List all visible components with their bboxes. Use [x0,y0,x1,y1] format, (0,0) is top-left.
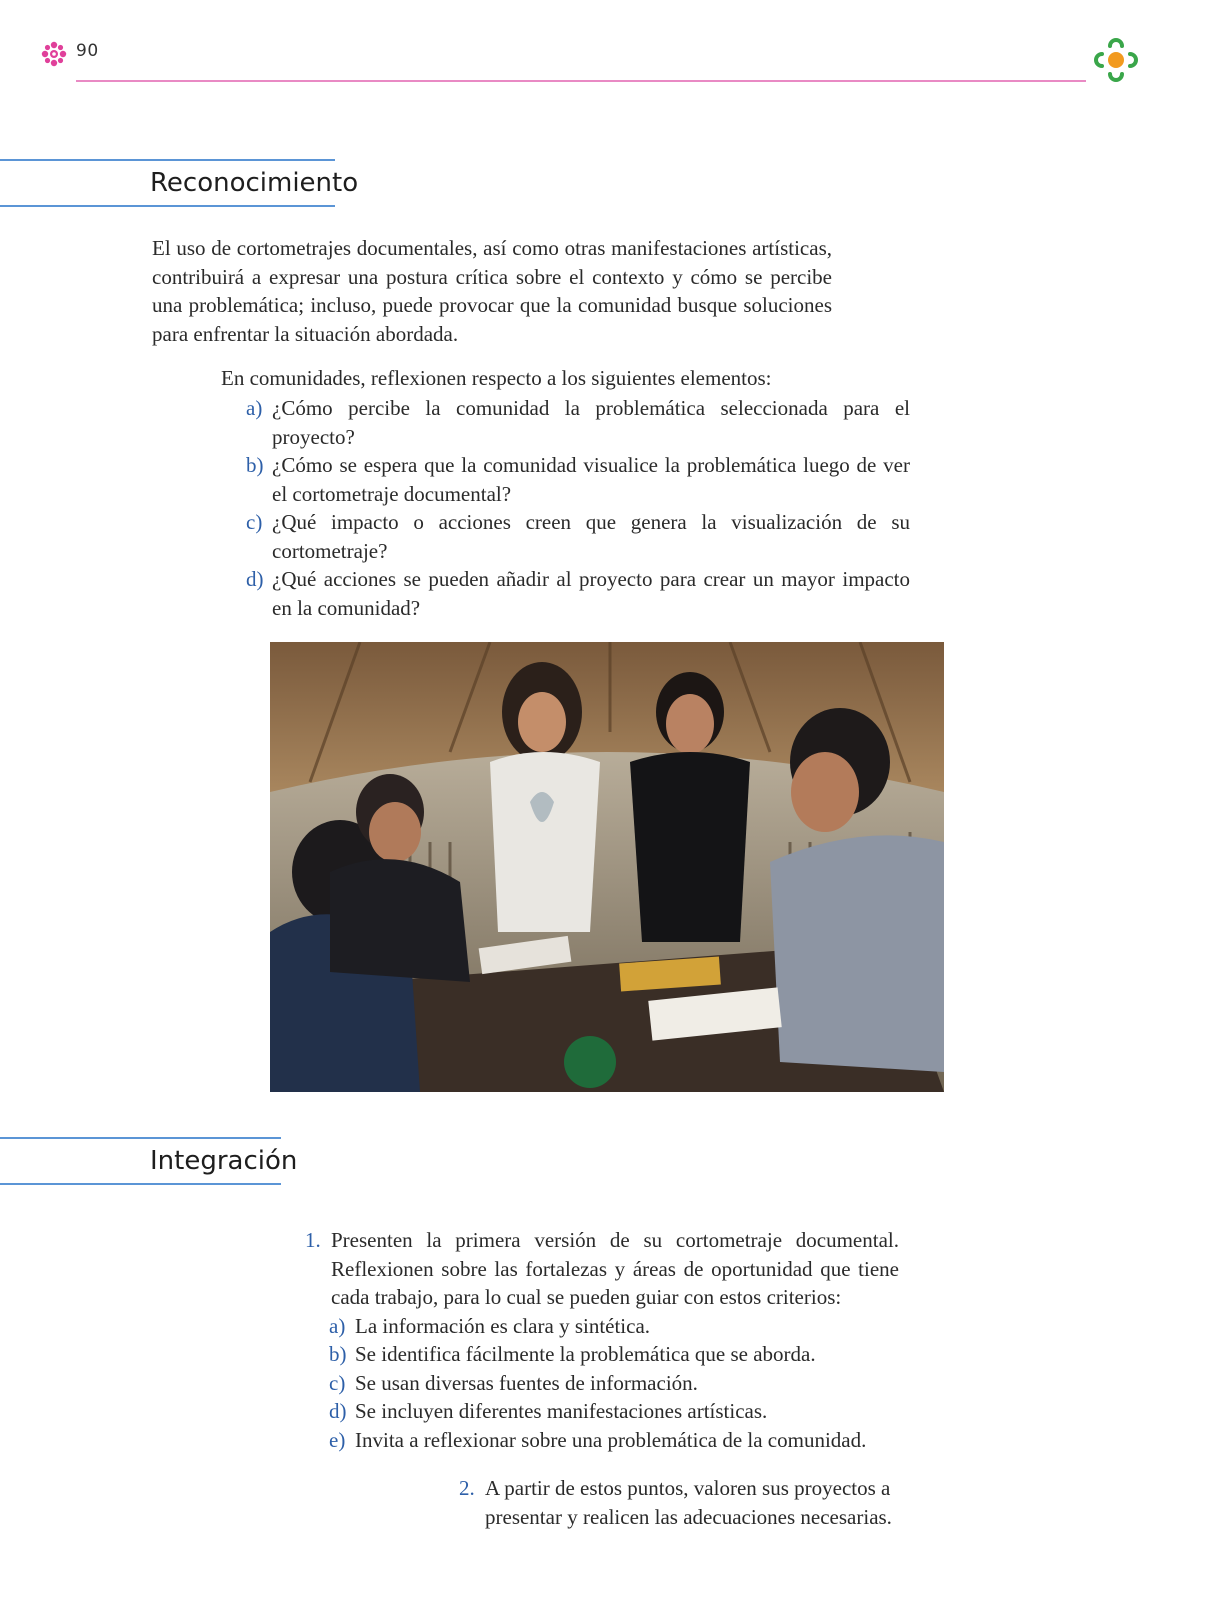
criteria-list [329,1312,899,1455]
item-text: ¿Cómo se espera que la comunidad visualice la problemática luego de ver el cortometraje documental? [272,453,910,506]
section-rule-bottom [0,205,335,207]
item-label: c) [246,510,263,534]
question-list [246,394,910,622]
item-text: Invita a reflexionar sobre una problemática de la comunidad. [355,1427,867,1452]
section-title-integracion: Integración [150,1146,298,1176]
item-label: c) [329,1370,346,1395]
item-label: b) [246,453,264,477]
item-text: ¿Qué impacto o acciones creen que genera la visualización de su cortometraje? [272,510,910,563]
section-rule-top [0,159,335,161]
intro-paragraph: El uso de cortometrajes documentales, así como otras manifestaciones artísticas, contribuirá a expresar una postura crítica sobre el contexto y cómo se percibe una problemática; incluso, puede provocar que la comunidad busque soluciones para enfrentar la situación abordada. [152,236,832,346]
list-item [329,1312,899,1341]
item-label: b) [329,1342,347,1366]
list-item [329,1340,899,1369]
step-1 [305,1226,899,1454]
item-text: ¿Cómo percibe la comunidad la problemática seleccionada para el proyecto? [272,396,910,449]
page-number: 90 [76,41,99,61]
list-item [329,1369,899,1398]
list-item [246,451,910,508]
item-text: ¿Qué acciones se pueden añadir al proyecto para crear un mayor impacto en la comunidad? [272,567,910,620]
section-title-reconocimiento: Reconocimiento [150,168,359,198]
item-text: Se identifica fácilmente la problemática que se aborda. [355,1342,816,1366]
book-logo-icon [1090,34,1142,86]
step-1-text-block [305,1226,899,1312]
section-rule-top [0,1137,281,1139]
step-number: 1. [305,1228,321,1252]
reflection-prompt: En comunidades, reflexionen respecto a los siguientes elementos: [221,366,772,390]
item-text: Se incluyen diferentes manifestaciones artísticas. [355,1399,768,1423]
step-number: 2. [459,1476,475,1500]
item-label: d) [329,1399,347,1423]
list-item [329,1426,899,1455]
community-photo [270,642,944,1092]
item-label: a) [246,396,263,420]
list-item [246,394,910,451]
list-item [246,565,910,622]
item-text: La información es clara y sintética. [355,1313,651,1338]
item-label: d) [246,567,264,591]
section-rule-bottom [0,1183,281,1185]
item-label: e) [329,1427,346,1452]
list-item [329,1397,899,1426]
item-label: a) [329,1313,346,1338]
header-rule [76,80,1086,82]
list-item [246,508,910,565]
page-ornament-icon [40,40,68,68]
item-text: Se usan diversas fuentes de información. [355,1370,698,1395]
step-2 [459,1474,905,1531]
step-text: A partir de estos puntos, valoren sus proyectos a presentar y realicen las adecuaciones necesarias. [485,1476,892,1529]
step-text: Presenten la primera versión de su cortometraje documental. Reflexionen sobre las fortalezas y áreas de oportunidad que tiene cada trabajo, para lo cual se pueden guiar con estos criterios: [331,1228,899,1309]
